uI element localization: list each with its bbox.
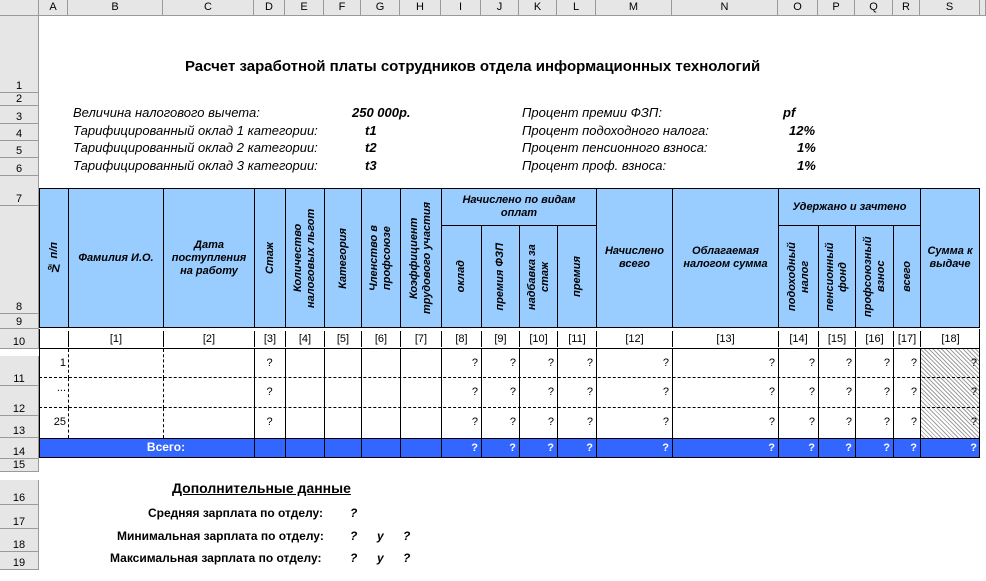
param-label-pension: Процент пенсионного взноса: [522, 140, 708, 155]
hdr-oklad[interactable] [441, 225, 482, 328]
hdr-taxable-text: Облагаемая налогом сумма [683, 245, 768, 270]
row-header-8[interactable]: 8 [0, 206, 39, 314]
row-header-6[interactable]: 6 [0, 158, 39, 176]
calc-cell[interactable]: ? [471, 357, 478, 369]
param-label-salary2: Тарифицированный оклад 2 категории: [73, 140, 318, 155]
total-label: Всего: [146, 440, 186, 454]
cell-divider [324, 408, 325, 438]
param-label-union: Процент проф. взноса: [522, 158, 667, 173]
calc-cell[interactable]: ? [910, 416, 917, 428]
hdr-pens[interactable] [818, 225, 856, 328]
column-number-4: [4] [285, 331, 324, 347]
hdr-vsego[interactable] [893, 225, 921, 328]
hdr-payout-text: Сумма к выдаче [927, 245, 973, 270]
column-number-11: [11] [557, 331, 596, 347]
total-cell[interactable]: ? [845, 442, 852, 454]
column-number-6: [6] [361, 331, 400, 347]
calc-cell[interactable]: ? [547, 386, 554, 398]
column-number-8: [8] [441, 331, 481, 347]
column-header-g[interactable]: G [361, 0, 400, 16]
total-cell[interactable]: ? [883, 442, 890, 454]
hdr-payout[interactable] [920, 188, 980, 328]
param-value-pension[interactable]: 1% [797, 140, 816, 155]
hdr-stazh[interactable] [254, 188, 286, 328]
param-label-deduction: Величина налогового вычета: [73, 105, 260, 120]
param-label-salary3: Тарифицированный оклад 3 категории: [73, 158, 318, 173]
param-label-salary1: Тарифицированный оклад 1 категории: [73, 123, 318, 138]
calc-cell[interactable]: ? [662, 357, 669, 369]
column-header-p[interactable]: P [818, 0, 855, 16]
hdr-fio[interactable] [68, 188, 164, 328]
param-value-union[interactable]: 1% [797, 158, 816, 173]
hdr-prem-text: премия [570, 256, 583, 297]
column-header-d[interactable]: D [254, 0, 285, 16]
hdr-accrued-group[interactable] [441, 188, 597, 226]
cell-divider [285, 378, 286, 408]
cell-divider [361, 349, 362, 378]
total-cell[interactable]: ? [547, 442, 554, 454]
total-divider [324, 438, 325, 458]
hdr-num-text: № п/п [47, 242, 60, 274]
column-header-b[interactable]: B [68, 0, 163, 16]
column-header-filler [980, 0, 986, 16]
column-header-n[interactable]: N [672, 0, 778, 16]
row-header-15[interactable]: 15 [0, 459, 39, 472]
total-divider [400, 438, 401, 458]
row-number[interactable]: ... [56, 382, 66, 394]
column-header-f[interactable]: F [324, 0, 361, 16]
row-header-17[interactable]: 17 [0, 505, 39, 529]
cell-divider [400, 408, 401, 438]
column-number-14: [14] [778, 331, 818, 347]
calc-cell[interactable]: ? [910, 386, 917, 398]
column-number-9: [9] [481, 331, 519, 347]
cell-divider [361, 408, 362, 438]
hdr-lgot[interactable] [285, 188, 325, 328]
hdr-ktu[interactable] [400, 188, 442, 328]
total-cell[interactable]: ? [910, 442, 917, 454]
hdr-vsego-text: всего [900, 261, 913, 292]
hdr-podoh[interactable] [778, 225, 819, 328]
total-cell[interactable]: ? [586, 442, 593, 454]
column-header-q[interactable]: Q [855, 0, 893, 16]
max-salary-y: у [377, 551, 384, 565]
hdr-oklad-text: оклад [455, 260, 467, 293]
param-value-salary2[interactable]: t2 [365, 140, 377, 155]
column-header-r[interactable]: R [893, 0, 920, 16]
hdr-profv-text: профсоюзный взнос [861, 236, 887, 317]
row-header-5[interactable]: 5 [0, 141, 39, 158]
column-header-k[interactable]: K [519, 0, 557, 16]
avg-salary-value[interactable]: ? [350, 506, 358, 520]
column-number-10: [10] [519, 331, 557, 347]
calc-cell[interactable]: ? [586, 357, 593, 369]
row-header-2[interactable]: 2 [0, 93, 39, 106]
calc-cell[interactable]: ? [586, 416, 593, 428]
column-header-m[interactable]: M [596, 0, 672, 16]
column-number-17: [17] [893, 331, 920, 347]
column-header-i[interactable]: I [441, 0, 481, 16]
total-cell[interactable]: ? [970, 442, 977, 454]
hdr-nadb-text: надбавка за стаж [525, 243, 551, 310]
row-header-14[interactable]: 14 [0, 438, 39, 459]
column-header-e[interactable]: E [285, 0, 324, 16]
column-number-5: [5] [324, 331, 361, 347]
calc-cell[interactable]: ? [662, 416, 669, 428]
total-divider [254, 438, 255, 458]
hdr-cat-text: Категория [336, 227, 349, 289]
row-header-11[interactable]: 11 [0, 356, 39, 386]
calc-cell[interactable]: ? [471, 386, 478, 398]
calc-cell[interactable]: ? [883, 416, 890, 428]
calc-cell[interactable]: ? [547, 357, 554, 369]
calc-cell[interactable]: ? [883, 357, 890, 369]
total-cell[interactable]: ? [471, 442, 478, 454]
total-cell[interactable]: ? [662, 442, 669, 454]
row-number[interactable]: 25 [53, 416, 66, 428]
column-header-o[interactable]: O [778, 0, 818, 16]
stazh-cell[interactable]: ? [266, 357, 273, 369]
calc-cell[interactable]: ? [586, 386, 593, 398]
column-number-13: [13] [672, 331, 778, 347]
row-header-12[interactable]: 12 [0, 386, 39, 416]
hdr-total-acc-text: Начислено всего [604, 245, 665, 270]
row-header-9[interactable]: 9 [0, 314, 39, 329]
calc-cell[interactable]: ? [883, 386, 890, 398]
row-header-4[interactable]: 4 [0, 124, 39, 141]
calc-cell[interactable]: ? [808, 386, 815, 398]
cell-divider [361, 378, 362, 408]
hdr-total-acc[interactable] [596, 188, 673, 328]
param-value-income-tax[interactable]: 12% [789, 123, 816, 138]
total-divider [285, 438, 286, 458]
cell-divider [163, 349, 164, 378]
avg-salary-label: Средняя зарплата по отделу: [148, 506, 324, 520]
row-header-3[interactable]: 3 [0, 106, 39, 124]
total-divider [361, 438, 362, 458]
stazh-cell[interactable]: ? [266, 416, 273, 428]
calc-cell[interactable]: ? [845, 416, 852, 428]
calc-cell[interactable]: ? [509, 386, 516, 398]
hdr-stazh-text: Стаж [263, 242, 276, 274]
page-title: Расчет заработной платы сотрудников отдела информационных технологий [185, 58, 761, 75]
row-number[interactable]: 1 [59, 357, 66, 369]
param-value-deduction[interactable]: 250 000р. [352, 105, 411, 120]
column-number-1: [1] [68, 331, 163, 347]
stazh-cell[interactable]: ? [266, 386, 273, 398]
calc-cell[interactable]: ? [509, 416, 516, 428]
max-salary-value[interactable]: ? [350, 551, 358, 565]
row-header-18[interactable]: 18 [0, 529, 39, 552]
max-salary-label: Максимальная зарплата по отделу: [110, 551, 322, 565]
hdr-lgot-text: Количество налоговых льгот [292, 208, 317, 308]
min-salary-y: у [377, 529, 384, 543]
column-header-c[interactable]: C [163, 0, 254, 16]
calc-cell[interactable]: ? [970, 357, 977, 369]
column-header-j[interactable]: J [481, 0, 519, 16]
calc-cell[interactable]: ? [845, 357, 852, 369]
max-salary-value2[interactable]: ? [403, 551, 411, 565]
column-number-15: [15] [818, 331, 855, 347]
param-label-bonus: Процент премии ФЗП: [522, 105, 662, 120]
calc-cell[interactable]: ? [547, 416, 554, 428]
calc-cell[interactable]: ? [509, 357, 516, 369]
hdr-withheld-group-text: Удержано и зачтено [792, 200, 907, 213]
hdr-prof[interactable] [361, 188, 401, 328]
cell-divider [324, 349, 325, 378]
row-header-19[interactable]: 19 [0, 552, 39, 570]
extra-title: Дополнительные данные [172, 480, 351, 496]
cell-divider [285, 349, 286, 378]
column-header-s[interactable]: S [920, 0, 980, 16]
calc-cell[interactable]: ? [808, 357, 815, 369]
cell-divider [285, 408, 286, 438]
column-number-18: [18] [920, 331, 980, 347]
row-header-13[interactable]: 13 [0, 416, 39, 438]
total-cell[interactable]: ? [509, 442, 516, 454]
row-header-16[interactable]: 16 [0, 480, 39, 505]
calc-cell[interactable]: ? [768, 416, 775, 428]
param-value-bonus[interactable]: pf [783, 105, 796, 120]
param-label-income-tax: Процент подоходного налога: [522, 123, 709, 138]
calc-cell[interactable]: ? [845, 386, 852, 398]
calc-cell[interactable]: ? [768, 386, 775, 398]
min-salary-value2[interactable]: ? [403, 529, 411, 543]
calc-cell[interactable]: ? [910, 357, 917, 369]
hdr-profv[interactable] [855, 225, 894, 328]
column-number-16: [16] [855, 331, 893, 347]
hdr-premfzp-text: премия ФЗП [494, 242, 506, 311]
hdr-withheld-group[interactable] [778, 188, 921, 226]
min-salary-label: Минимальная зарплата по отделу: [117, 529, 324, 543]
column-header-h[interactable]: H [400, 0, 441, 16]
row-header-1[interactable]: 1 [0, 16, 39, 93]
hdr-cat[interactable] [324, 188, 362, 328]
hdr-prof-text: Членство в профсоюзе [368, 225, 393, 291]
column-number-2: [2] [163, 331, 254, 347]
total-cell[interactable]: ? [768, 442, 775, 454]
column-number-3: [3] [254, 331, 285, 347]
calc-cell[interactable]: ? [970, 416, 977, 428]
column-header-a[interactable]: A [39, 0, 68, 16]
hdr-premfzp[interactable] [481, 225, 520, 328]
hdr-taxable[interactable] [672, 188, 779, 328]
calc-cell[interactable]: ? [970, 386, 977, 398]
total-cell[interactable]: ? [808, 442, 815, 454]
hdr-date[interactable] [163, 188, 255, 328]
column-number-12: [12] [596, 331, 672, 347]
calc-cell[interactable]: ? [471, 416, 478, 428]
column-number-7: [7] [400, 331, 441, 347]
cell-divider [163, 408, 164, 438]
hdr-prem[interactable] [557, 225, 597, 328]
cell-divider [400, 378, 401, 408]
calc-cell[interactable]: ? [662, 386, 669, 398]
column-header-l[interactable]: L [557, 0, 596, 16]
corner-cell[interactable] [0, 0, 39, 16]
hdr-ktu-text: Коэффициент трудового участия [408, 201, 433, 315]
cell-divider [400, 349, 401, 378]
row-header-7[interactable]: 7 [0, 176, 39, 206]
cell-divider [163, 378, 164, 408]
cell-divider [324, 378, 325, 408]
hdr-accrued-group-text: Начислено по видам оплат [462, 194, 576, 219]
hdr-fio-text: Фамилия И.О. [78, 251, 154, 264]
param-value-salary3[interactable]: t3 [365, 158, 377, 173]
hdr-pens-text: пенсионный фонд [824, 242, 849, 311]
hdr-podoh-text: подоходный налог [785, 242, 811, 311]
hdr-nadb[interactable] [519, 225, 558, 328]
min-salary-value[interactable]: ? [350, 529, 358, 543]
calc-cell[interactable]: ? [768, 357, 775, 369]
hdr-num[interactable] [39, 188, 69, 328]
calc-cell[interactable]: ? [808, 416, 815, 428]
row-header-10[interactable]: 10 [0, 329, 39, 349]
hdr-date-text: Дата поступления на работу [171, 238, 247, 277]
param-value-salary1[interactable]: t1 [365, 123, 377, 138]
